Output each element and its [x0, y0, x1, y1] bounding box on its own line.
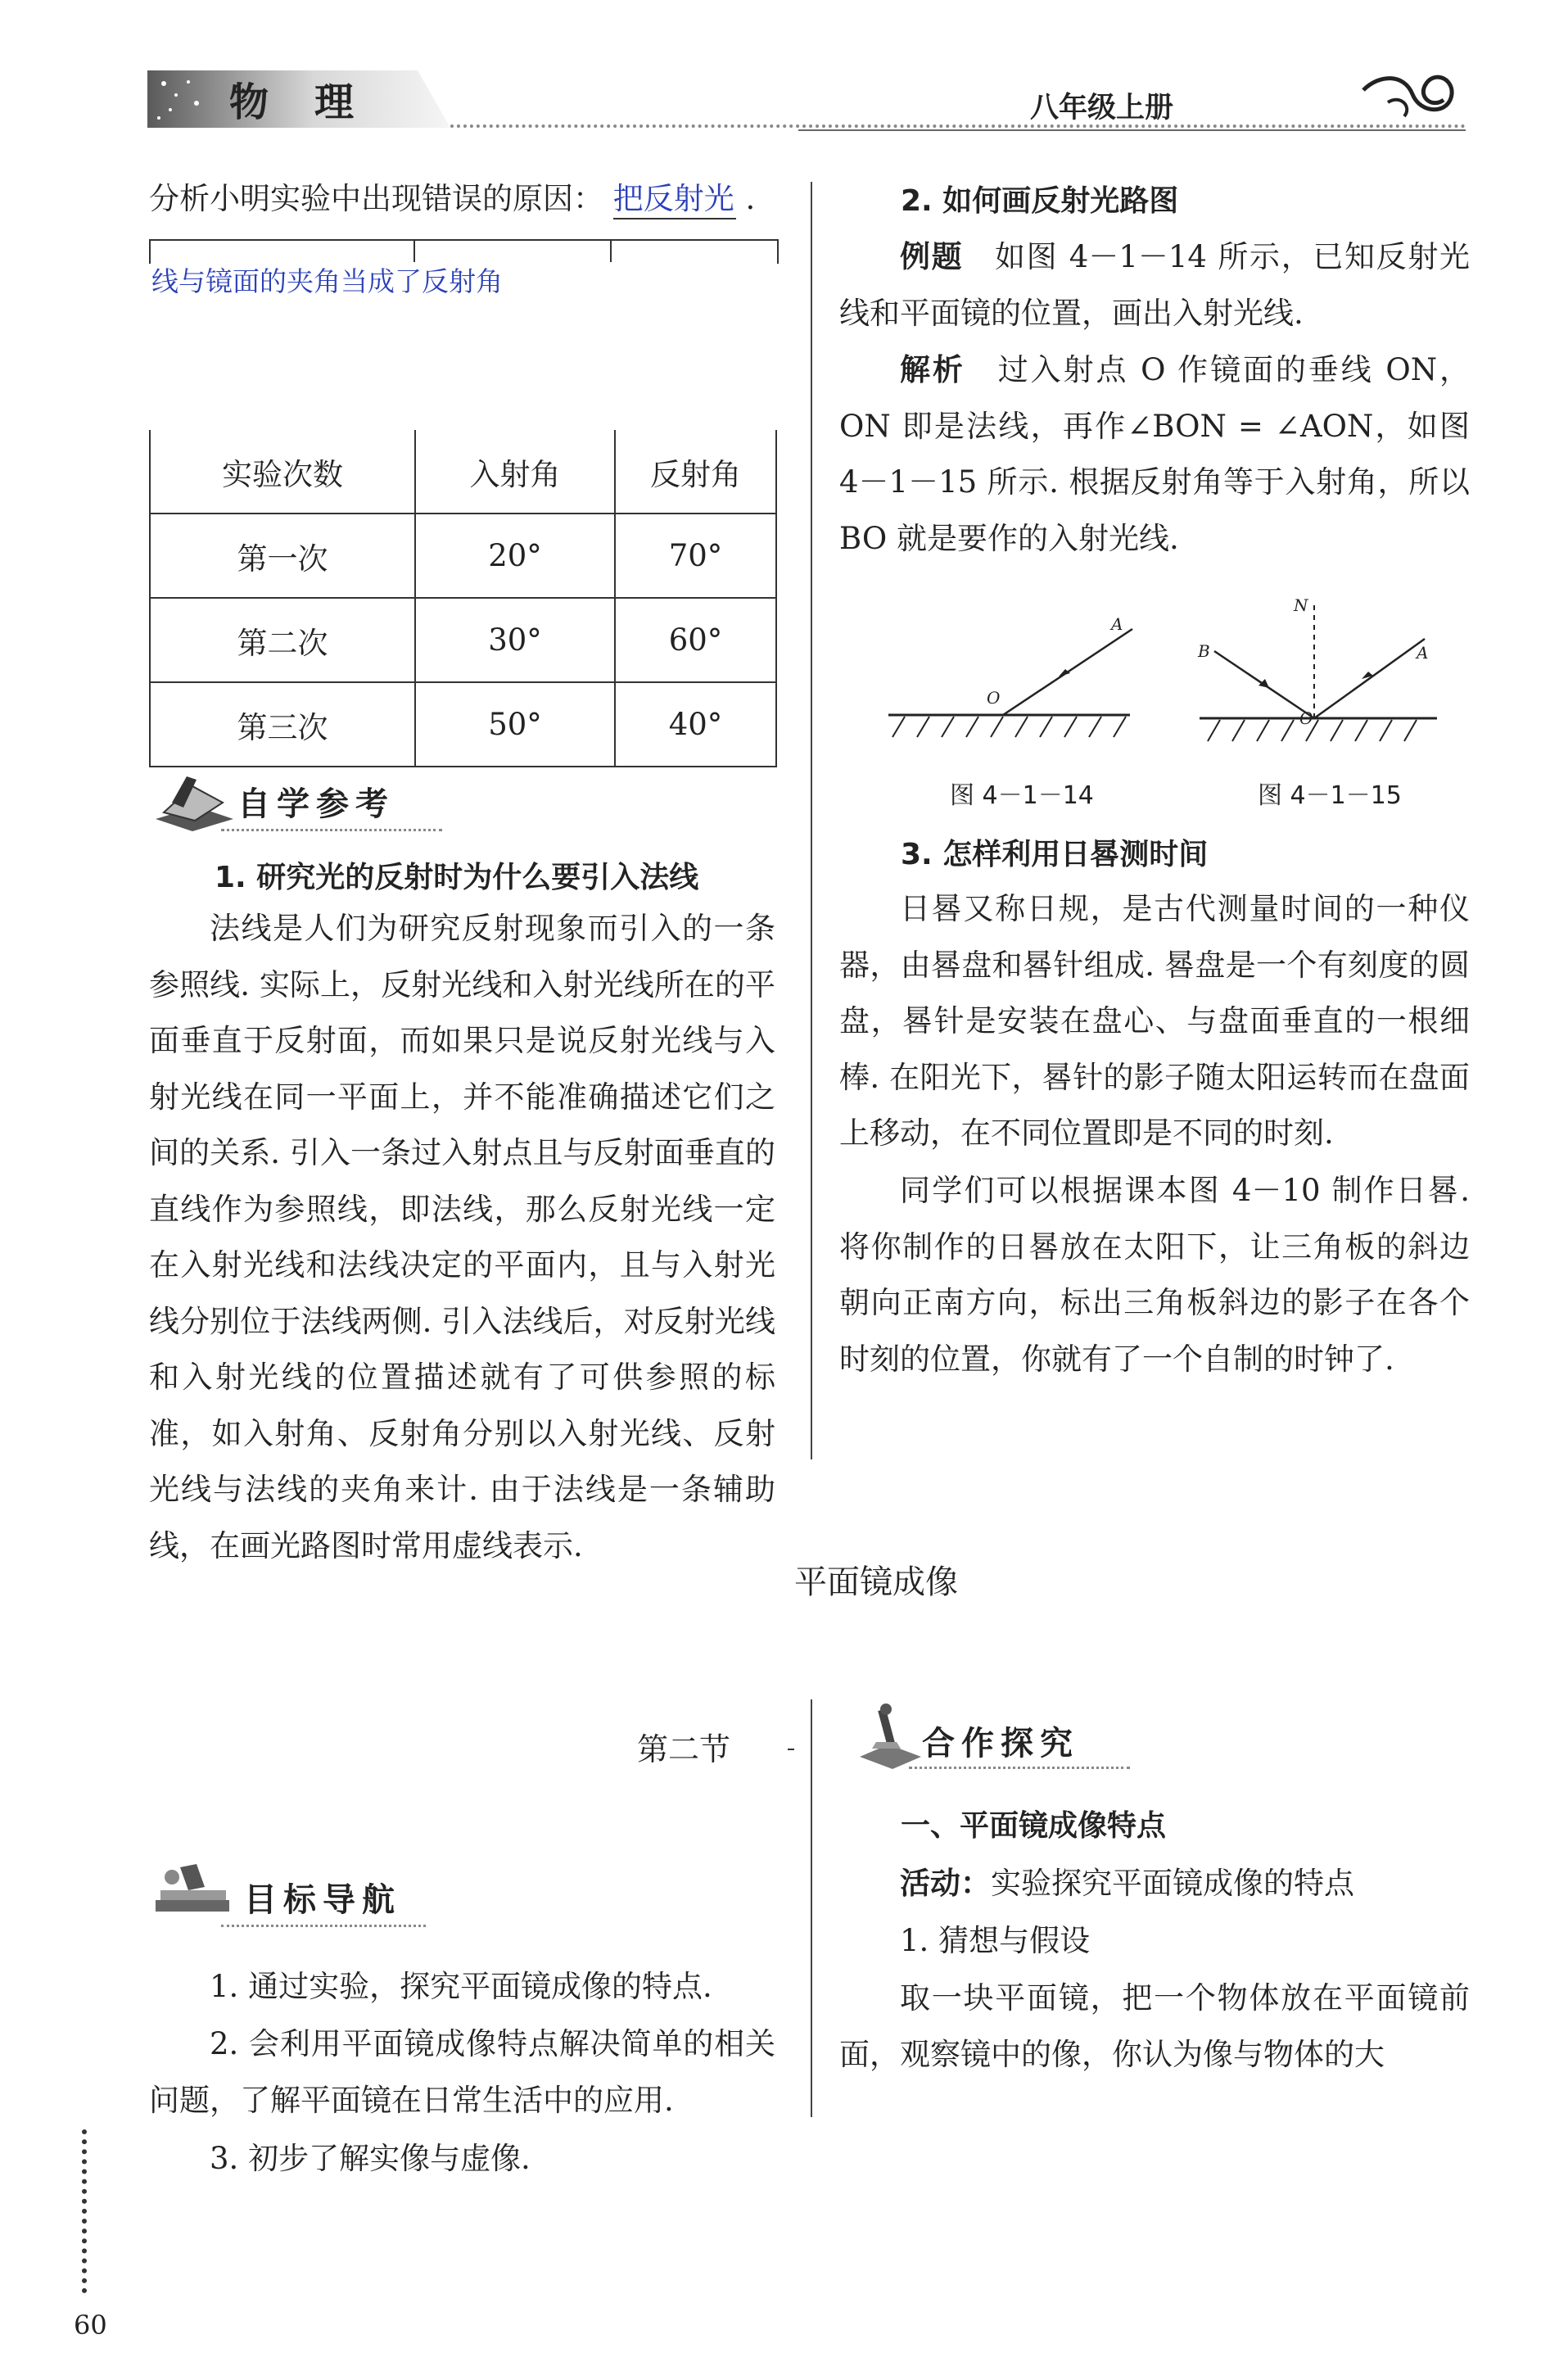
subject-title: 物 理	[229, 79, 358, 125]
column-divider-bottom	[811, 1699, 812, 2117]
figure-caption-1: 图 4－1－14	[950, 781, 1094, 810]
section-title: 平面镜成像	[794, 1563, 958, 1601]
example-text: 如图 4－1－14 所示，已知反射光线和平面镜的位置，画出入射光线.	[839, 239, 1471, 331]
self-study-q1-title: 1. 研究光的反射时为什么要引入法线	[215, 861, 699, 894]
table-header-cell: 实验次数	[150, 430, 415, 514]
table-cell: 第二次	[150, 598, 415, 682]
fig2-label-b: B	[1198, 641, 1210, 661]
answer-box-divider-2	[610, 239, 612, 262]
experiment-table	[149, 430, 777, 767]
answer-line-2: 线与镜面的夹角当成了反射角	[151, 265, 503, 297]
analysis-question	[149, 174, 755, 219]
self-study-title: 自学参考	[237, 785, 395, 823]
activity-label: 活动：	[900, 1866, 991, 1901]
analysis-paragraph	[839, 342, 1470, 567]
figure-4-1-15	[1191, 594, 1453, 758]
fig2-label-a: A	[1417, 643, 1429, 663]
table-row	[150, 514, 776, 598]
swirl-logo-icon	[1355, 57, 1462, 134]
table-row	[150, 682, 776, 767]
answer-period: .	[745, 181, 756, 216]
table-header-cell: 入射角	[415, 430, 615, 514]
book-icon	[147, 762, 237, 835]
q2-title: 2. 如何画反射光路图	[901, 184, 1179, 218]
analysis-prefix: 分析小明实验中出现错误的原因：	[149, 181, 603, 216]
answer-box-divider-1	[413, 239, 415, 262]
activity-text: 实验探究平面镜成像的特点	[991, 1866, 1354, 1901]
q3-paragraph-2: 同学们可以根据课本图 4－10 制作日晷. 将你制作的日晷放在太阳下，让三角板的斜边朝向正南方向，标出三角板斜边的影子在各个时刻的位置，你就有了一个自制的时钟了.	[839, 1173, 1470, 1377]
table-cell: 第一次	[150, 514, 415, 598]
q3-paragraph-1: 日晷又称日规，是古代测量时间的一种仪器，由晷盘和晷针组成. 晷盘是一个有刻度的圆盘，晷针是安装在盘心、与盘面垂直的一根细棒. 在阳光下，晷针的影子随太阳运转而在盘面上移动，在不同位置即是不同的时刻.	[839, 891, 1470, 1151]
activity-line	[839, 1856, 1470, 1912]
coop-heading	[852, 1699, 1130, 1773]
goal-item-1: 1. 通过实验，探究平面镜成像的特点.	[210, 1969, 712, 2004]
example-label: 例题	[900, 239, 964, 274]
example-paragraph	[839, 229, 1470, 342]
table-cell: 第三次	[150, 682, 415, 767]
microscope-icon	[852, 1699, 925, 1773]
step1-text: 取一块平面镜，把一个物体放在平面镜前面，观察镜中的像，你认为像与物体的大	[839, 1980, 1470, 2072]
table-cell: 60°	[615, 598, 776, 682]
goals-dotted-rule	[221, 1925, 426, 1927]
coop-dotted-rule	[909, 1767, 1130, 1769]
books-icon	[147, 1859, 237, 1925]
table-cell: 20°	[415, 514, 615, 598]
goals-heading	[147, 1859, 426, 1933]
analysis-text: 过入射点 O 作镜面的垂线 ON，ON 即是法线，再作∠BON = ∠AON，如图 4－1－15 所示. 根据反射角等于入射角，所以 BO 就是要作的入射光线.	[839, 352, 1470, 556]
figure-caption-2: 图 4－1－15	[1258, 781, 1402, 810]
goal-item-3: 3. 初步了解实像与虚像.	[210, 2141, 531, 2176]
table-cell: 30°	[415, 598, 615, 682]
fig2-label-o: O	[1299, 708, 1313, 728]
table-cell: 50°	[415, 682, 615, 767]
table-cell: 40°	[615, 682, 776, 767]
self-study-q1-body: 法线是人们为研究反射现象而引入的一条参照线. 实际上，反射光线和入射光线所在的平面垂直于反射面，而如果只是说反射光线与入射光线在同一平面上，并不能准确描述它们之间的关系. 引入一条过入射点且与反射面垂直的直线作为参照线，即法线，那么反射光线一定在入射光线和法线决定的平面内，且与入射光线分别位于法线两侧. 引入法线后，对反射光线和入射光线的位置描述就有了可供参照的标准，如入射角、反射角分别以入射光线、反射光线与法线的夹角来计. 由于法线是一条辅助线，在画光路图时常用虚线表示.	[149, 911, 775, 1563]
coop-heading-1: 一、平面镜成像特点	[901, 1809, 1167, 1843]
table-row	[150, 598, 776, 682]
heading-dotted-rule	[221, 829, 442, 831]
grade-label: 八年级上册	[1030, 92, 1174, 124]
step1-heading: 1. 猜想与假设	[900, 1923, 1091, 1958]
figure-4-1-14	[880, 606, 1142, 753]
reflection-diagram-1	[880, 606, 1142, 753]
fig1-label-o: O	[987, 688, 1001, 708]
self-study-heading	[147, 762, 442, 835]
q3-title: 3. 怎样利用日晷测时间	[901, 838, 1209, 871]
analysis-label: 解析	[900, 352, 965, 387]
column-divider-top	[811, 182, 812, 1459]
table-header-cell: 反射角	[615, 430, 776, 514]
page-number: 60	[74, 2310, 107, 2341]
coop-title: 合作探究	[922, 1724, 1079, 1762]
answer-line-1: 把反射光	[613, 174, 736, 219]
table-header-row	[150, 430, 776, 514]
fig2-label-n: N	[1294, 595, 1308, 615]
section-label: 第二节	[637, 1731, 731, 1767]
goal-item-2: 2. 会利用平面镜成像特点解决简单的相关问题，了解平面镜在日常生活中的应用.	[149, 2026, 775, 2118]
table-cell: 70°	[615, 514, 776, 598]
fig1-label-a: A	[1111, 614, 1123, 634]
section-dash	[788, 1749, 794, 1750]
goals-title: 目标导航	[244, 1880, 401, 1919]
footer-dotted-rule	[82, 2129, 87, 2293]
reflection-diagram-2	[1191, 594, 1453, 758]
header-dotted-rule	[450, 124, 1466, 128]
